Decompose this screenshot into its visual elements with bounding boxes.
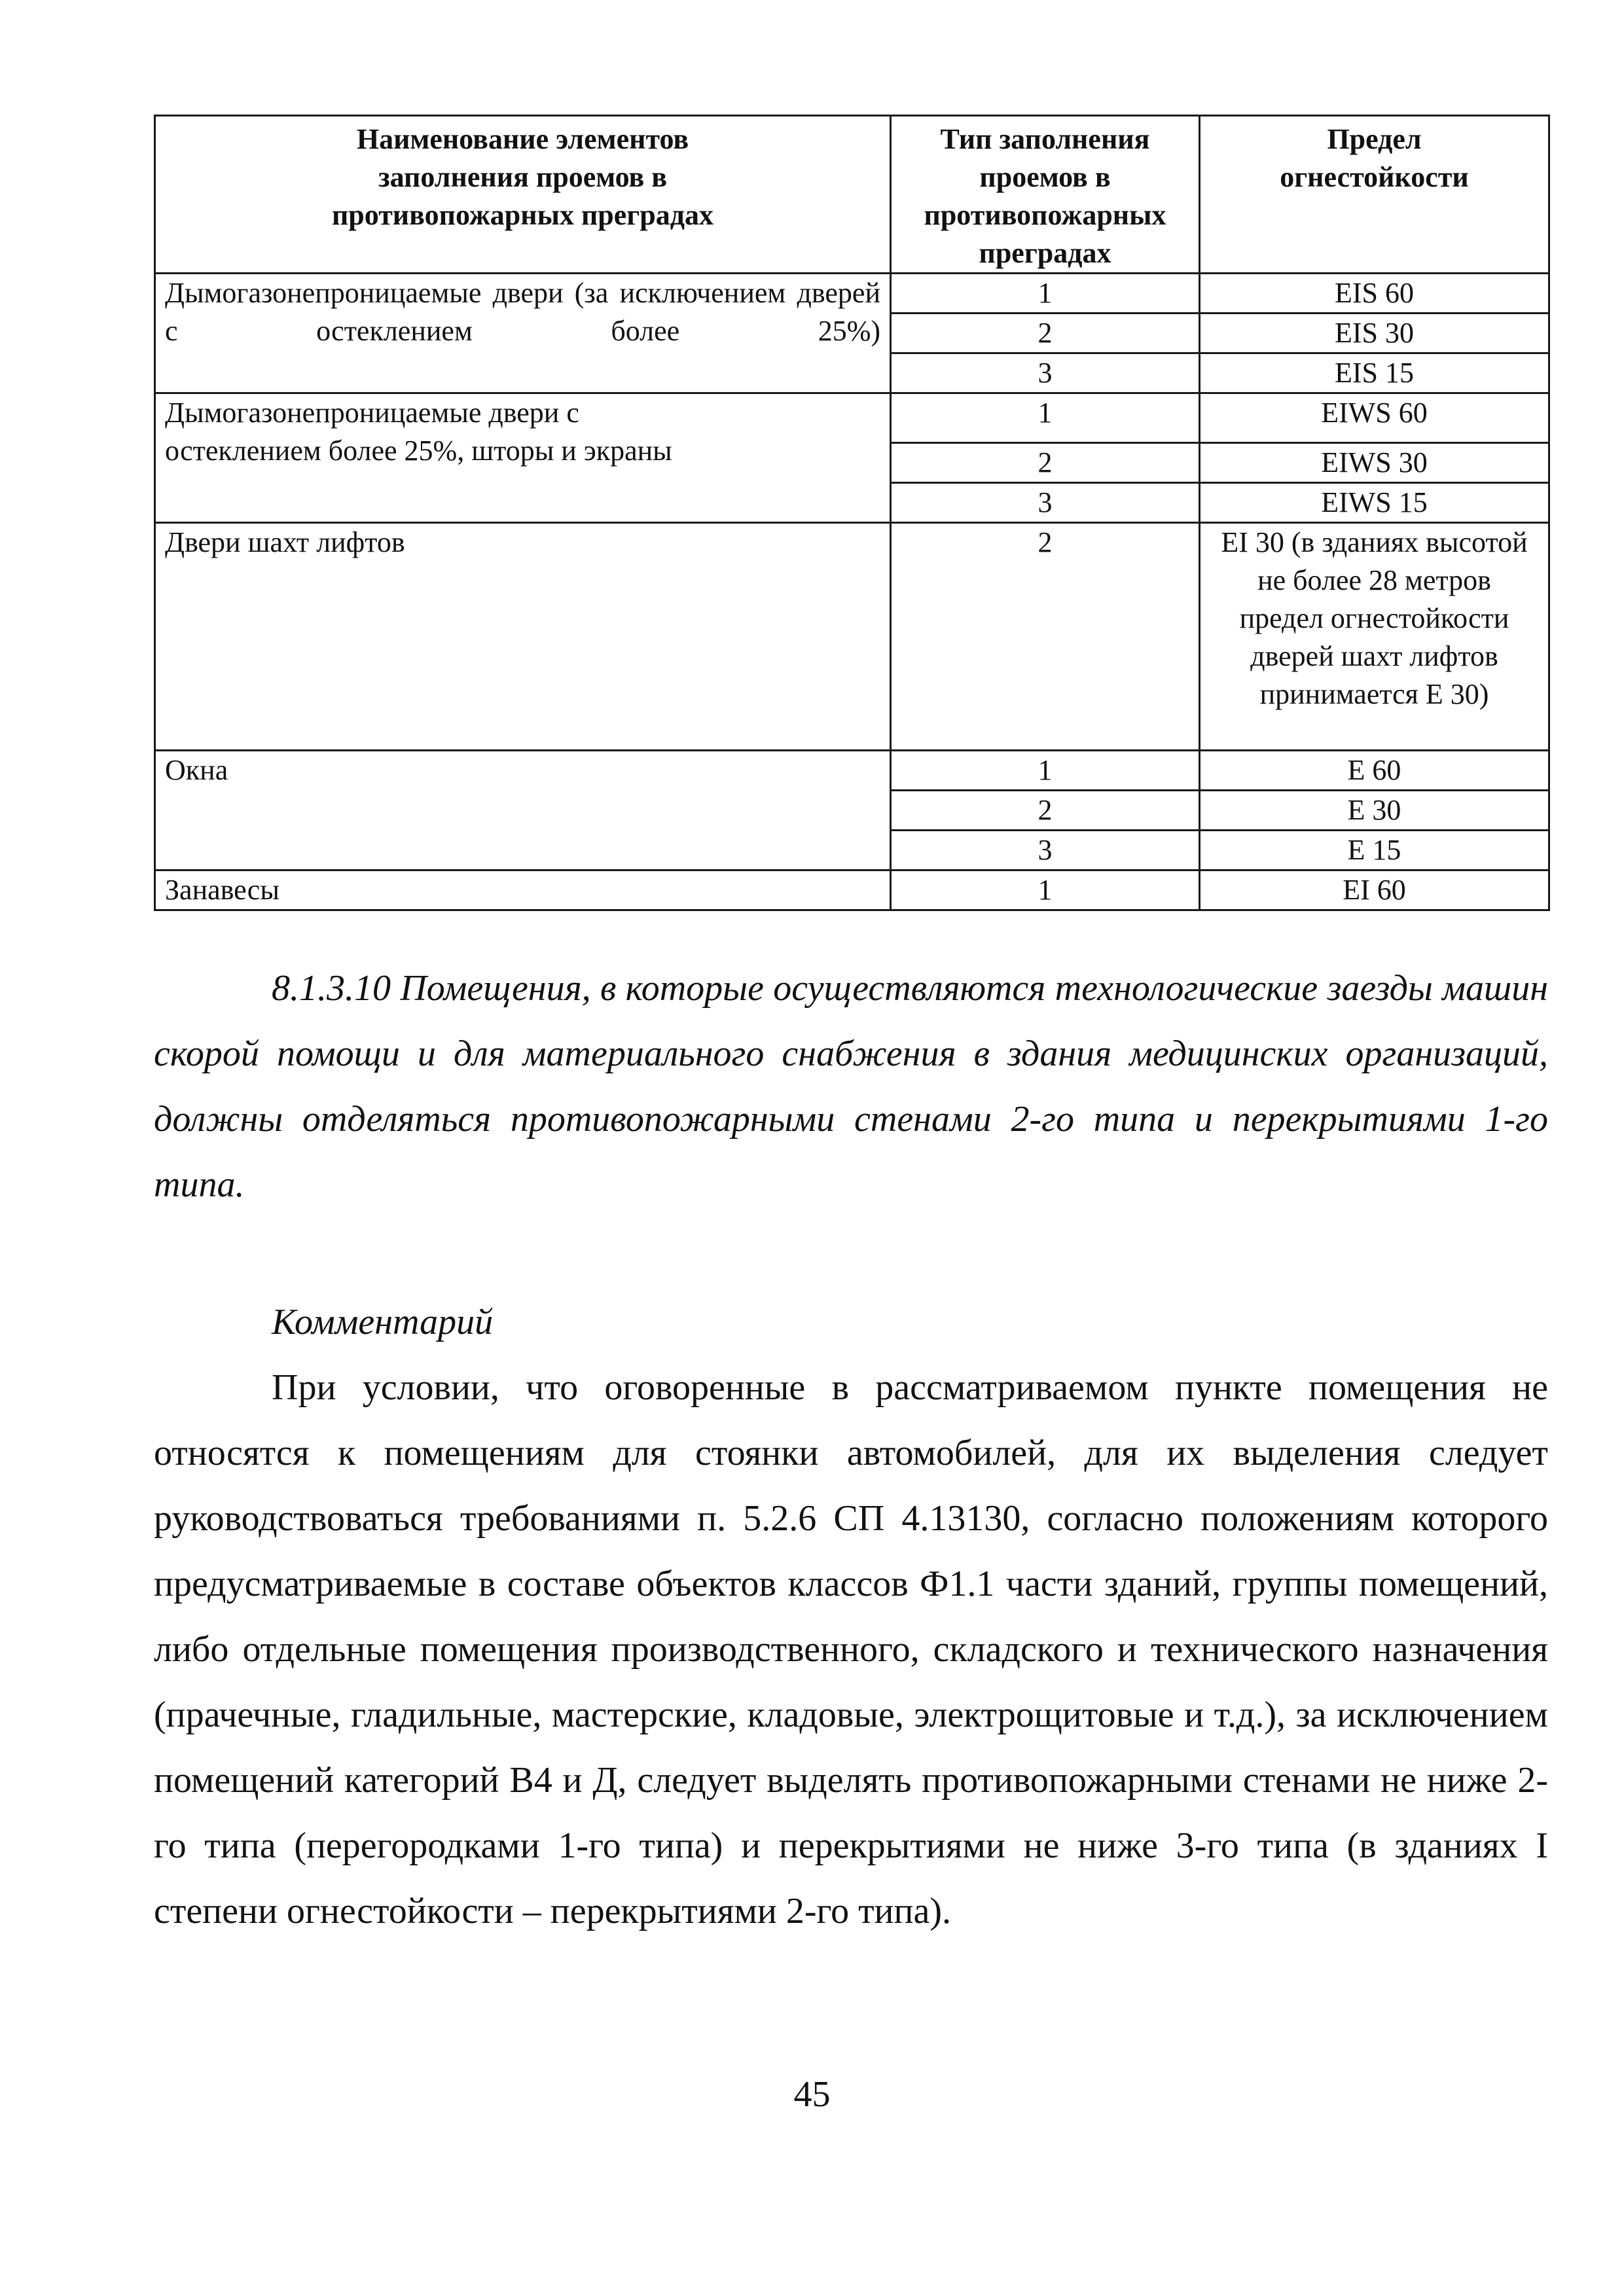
comment-text: При условии, что оговоренные в рассматриваемом пункте помещения не относятся к помещениям для стоянки автомобилей, для их выделения следует руководствоваться требованиями п. 5.2.6 СП 4.13130, согласно положениям которого предусматриваемые в составе объектов классов Ф1.1 части зданий, группы помещений, либо отдельные помещения производственного, складского и технического назначения (прачечные, гладильные, мастерские, кладовые, электрощитовые и т.д.), за исключением помещений категорий В4 и Д, следует выделять противопожарными стенами не ниже 2-го типа (перегородками 1-го типа) и перекрытиями не ниже 3-го типа (в зданиях I степени огнестойкости – перекрытиями 2-го типа). <box>154 1367 1548 1931</box>
table-row <box>155 393 1549 443</box>
header-fire-limit: Предел огнестойкости <box>1200 116 1549 274</box>
table-row <box>155 274 1549 314</box>
fill-type-cell: 2 <box>891 791 1200 831</box>
element-name-cell: Окна <box>155 751 891 870</box>
fire-limit-cell: EIWS 60 <box>1200 393 1549 443</box>
fire-limit-cell: EIWS 30 <box>1200 443 1549 483</box>
comment-heading: Комментарий <box>272 1302 494 1342</box>
fill-type-cell: 2 <box>891 443 1200 483</box>
fill-type-cell: 3 <box>891 831 1200 870</box>
fire-resistance-table <box>154 115 1550 911</box>
clause-text: 8.1.3.10 Помещения, в которые осуществляются технологические заезды машин скорой помощи и для материального снабжения в здания медицинских организаций, должны отделяться противопожарными стенами 2-го типа и перекрытиями 1-го типа. <box>154 968 1548 1205</box>
table-row <box>155 870 1549 910</box>
header-fill-type: Тип заполнения проемов в противопожарных преградах <box>891 116 1200 274</box>
fill-type-cell: 2 <box>891 523 1200 751</box>
fire-limit-cell: EI 60 <box>1200 870 1549 910</box>
fire-limit-cell: EIS 15 <box>1200 353 1549 393</box>
fire-limit-cell: E 60 <box>1200 751 1549 791</box>
page-number: 45 <box>793 2074 831 2115</box>
table-header-row <box>155 116 1549 274</box>
fire-limit-cell: E 15 <box>1200 831 1549 870</box>
header-element-name: Наименование элементов заполнения проемов в противопожарных преградах <box>155 116 891 274</box>
comment-paragraph <box>154 1355 1548 1944</box>
fill-type-cell: 1 <box>891 870 1200 910</box>
element-name-cell: Занавесы <box>155 870 891 910</box>
fill-type-cell: 3 <box>891 483 1200 523</box>
fire-limit-cell: E 30 <box>1200 791 1549 831</box>
fire-limit-cell: EIWS 15 <box>1200 483 1549 523</box>
element-name-cell: Двери шахт лифтов <box>155 523 891 751</box>
fill-type-cell: 1 <box>891 751 1200 791</box>
fire-limit-cell: EIS 60 <box>1200 274 1549 314</box>
fire-limit-cell: EIS 30 <box>1200 314 1549 353</box>
fill-type-cell: 1 <box>891 274 1200 314</box>
fill-type-cell: 3 <box>891 353 1200 393</box>
table-row <box>155 523 1549 751</box>
fill-type-cell: 1 <box>891 393 1200 443</box>
table-row <box>155 751 1549 791</box>
element-name-cell: Дымогазонепроницаемые двери с остеклением более 25%, шторы и экраны <box>155 393 891 523</box>
fire-limit-cell: EI 30 (в зданиях высотой не более 28 метров предел огнестойкости дверей шахт лифтов принимается E 30) <box>1200 523 1549 751</box>
fill-type-cell: 2 <box>891 314 1200 353</box>
element-name-cell: Дымогазонепроницаемые двери (за исключением дверей с остеклением более 25%) <box>155 274 891 393</box>
clause-paragraph <box>154 956 1548 1217</box>
